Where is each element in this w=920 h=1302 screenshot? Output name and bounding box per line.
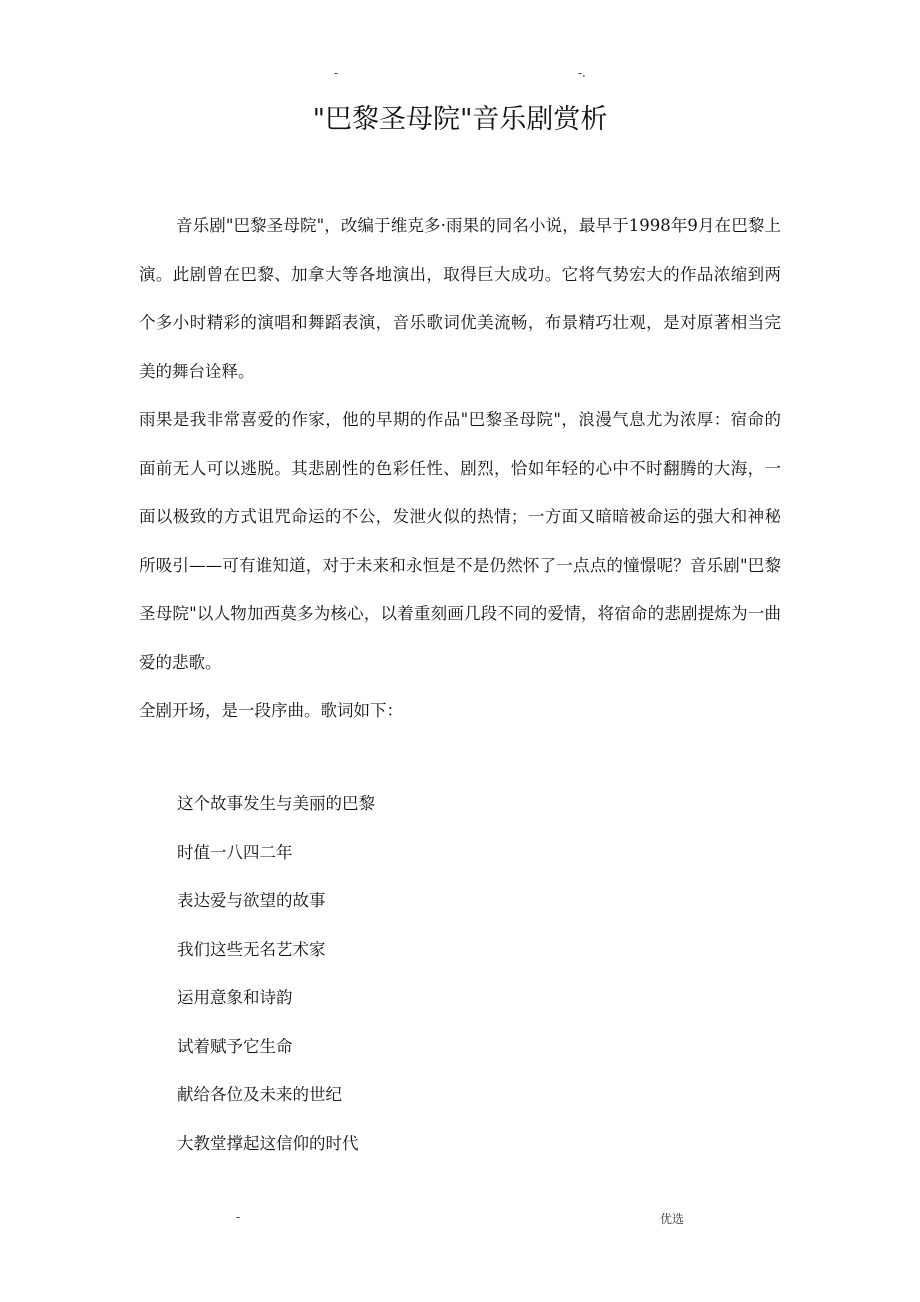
lyric-line: 大教堂撑起这信仰的时代 xyxy=(177,1133,359,1153)
header-right-mark: -. xyxy=(578,66,586,80)
lyric-line: 我们这些无名艺术家 xyxy=(177,939,326,959)
document-title: "巴黎圣母院"音乐剧赏析 xyxy=(312,104,608,135)
lyric-line: 献给各位及未来的世纪 xyxy=(177,1085,342,1104)
paragraph-author: 雨果是我非常喜爱的作家，他的早期的作品"巴黎圣母院"，浪漫气息尤为浓厚：宿命的面前无人可以逃脱。其悲剧性的色彩任性、剧烈，恰如年轻的心中不时翻腾的大海，一面以极致的方式诅咒命运的不公，发泄火似的热情；一方面又暗暗被命运的强大和神秘所吸引——可有谁知道，对于未来和永恒是不是仍然怀了一点点的憧憬呢？音乐剧"巴黎圣母院"以人物加西莫多为核心，以着重刻画几段不同的爱情，将宿命的悲剧提炼为一曲爱的悲歌。 xyxy=(139,410,781,672)
lyric-line: 表达爱与欲望的故事 xyxy=(177,891,326,910)
lyric-line: 时值一八四二年 xyxy=(177,842,293,862)
footer-left-mark: - xyxy=(236,1210,241,1224)
paragraph-overture: 全剧开场，是一段序曲。歌词如下： xyxy=(139,701,403,720)
lyrics-list xyxy=(177,780,677,1168)
lyric-line: 这个故事发生与美丽的巴黎 xyxy=(177,794,375,813)
lyric-line: 运用意象和诗韵 xyxy=(177,988,293,1007)
document-body xyxy=(139,202,781,736)
lyric-line: 试着赋予它生命 xyxy=(177,1036,293,1056)
header-left-mark: - xyxy=(334,66,339,80)
footer-right-mark: 优选 xyxy=(660,1212,685,1226)
paragraph-intro: 音乐剧"巴黎圣母院"，改编于维克多·雨果的同名小说，最早于1998年9月在巴黎上演。此剧曾在巴黎、加拿大等各地演出，取得巨大成功。它将气势宏大的作品浓缩到两个多小时精彩的演唱和舞蹈表演，音乐歌词优美流畅，布景精巧壮观，是对原著相当完美的舞台诠释。 xyxy=(139,216,781,381)
